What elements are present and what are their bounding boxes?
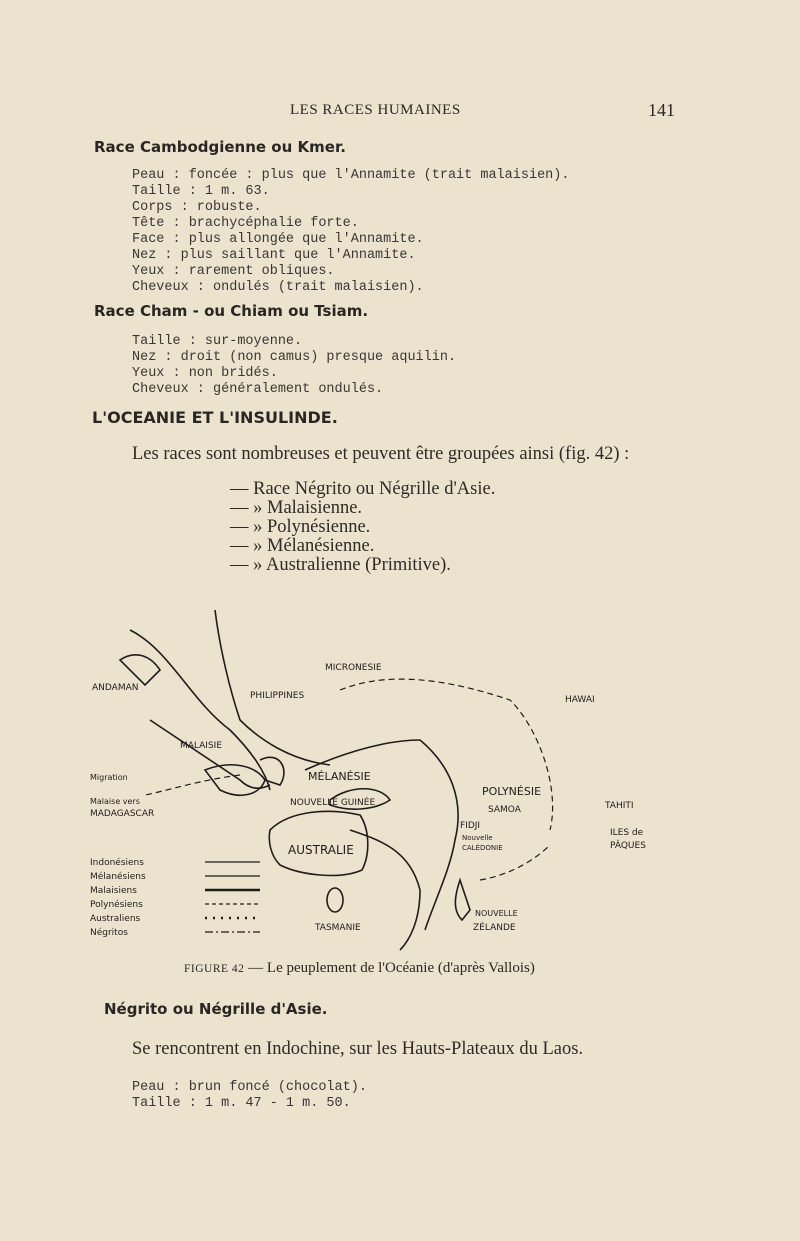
label-iles-1: ILES de: [610, 828, 644, 838]
legend-label: Mélanésiens: [90, 872, 146, 882]
trait-line: Yeux : rarement obliques.: [132, 264, 335, 279]
label-polynesie: POLYNÉSIE: [482, 785, 542, 798]
race-list-item: — Race Négrito ou Négrille d'Asie.: [230, 479, 496, 499]
section-title-cambodgienne: Race Cambodgienne ou Kmer.: [94, 138, 346, 156]
legend-label: Négritos: [90, 928, 128, 938]
legend-label: Indonésiens: [90, 858, 144, 868]
page-number: 141: [648, 100, 675, 120]
running-title: LES RACES HUMAINES: [290, 102, 461, 118]
label-australie: AUSTRALIE: [288, 843, 354, 857]
trait-line: Taille : 1 m. 63.: [132, 184, 270, 199]
oceania-map-figure: [90, 590, 690, 960]
trait-line: Yeux : non bridés.: [132, 366, 278, 381]
section-title-negrito: Négrito ou Négrille d'Asie.: [104, 1000, 328, 1018]
negrito-body: Se rencontrent en Indochine, sur les Hauts-Plateaux du Laos.: [132, 1039, 584, 1059]
legend-label: Polynésiens: [90, 900, 143, 910]
legend-label: Malaisiens: [90, 886, 137, 896]
coastline-china: [215, 610, 330, 765]
polynesia-boundary: [420, 740, 458, 930]
trait-line: Nez : droit (non camus) presque aquilin.: [132, 350, 457, 365]
label-samoa: SAMOA: [488, 805, 521, 815]
coastlines: [120, 610, 470, 950]
legend-label: Australiens: [90, 914, 141, 924]
race-list: [230, 480, 495, 575]
trait-line: Peau : foncée : plus que l'Annamite (trait malaisien).: [132, 168, 570, 183]
label-tasmanie: TASMANIE: [315, 923, 361, 933]
label-philippines: PHILIPPINES: [250, 691, 305, 701]
figure-caption: [184, 960, 535, 977]
trait-line: Tête : brachycéphalie forte.: [132, 216, 359, 231]
label-micronesie: MICRONESIE: [325, 663, 382, 673]
cambodgienne-traits: [132, 168, 569, 296]
coastline-andaman: [120, 655, 160, 685]
trait-line: Face : plus allongée que l'Annamite.: [132, 232, 424, 247]
coastline-borneo: [260, 757, 284, 785]
label-nouvelle-guinee: NOUVELLE GUINÉE: [290, 798, 376, 808]
coastline-tasmania: [327, 888, 343, 912]
label-melanesie: MÉLANÉSIE: [308, 770, 371, 783]
trait-line: Peau : brun foncé (chocolat).: [132, 1080, 367, 1095]
figure-caption-text: — Le peuplement de l'Océanie (d'après Vallois): [248, 960, 535, 976]
race-list-item: — » Malaisienne.: [230, 498, 363, 518]
coastline-indochina: [130, 630, 270, 790]
race-list-item: — » Australienne (Primitive).: [230, 555, 451, 575]
label-caledonie-1: Nouvelle: [462, 834, 493, 842]
map-labels: [90, 663, 646, 933]
label-malaisie: MALAISIE: [180, 741, 223, 751]
melanesia-boundary: [305, 740, 420, 770]
trait-line: Corps : robuste.: [132, 200, 262, 215]
negrito-traits: [132, 1080, 367, 1112]
trait-line: Taille : 1 m. 47 - 1 m. 50.: [132, 1096, 351, 1111]
trait-line: Nez : plus saillant que l'Annamite.: [132, 248, 416, 263]
race-list-item: — » Polynésienne.: [230, 517, 371, 537]
label-migration-1: Migration: [90, 773, 128, 782]
cham-traits: [132, 334, 456, 398]
label-andaman: ANDAMAN: [92, 683, 139, 693]
label-fidji: FIDJI: [460, 821, 481, 831]
coastline-new-zealand: [455, 880, 470, 920]
label-caledonie-2: CALÉDONIE: [462, 844, 503, 852]
map-legend: [90, 857, 260, 938]
label-nouvelle-zelande-2: ZÉLANDE: [473, 923, 516, 933]
label-iles-2: PÂQUES: [610, 841, 646, 851]
coastline-sumatra: [205, 765, 265, 795]
trait-line: Taille : sur-moyenne.: [132, 334, 303, 349]
label-tahiti: TAHITI: [605, 801, 634, 811]
oceanie-intro: Les races sont nombreuses et peuvent être groupées ainsi (fig. 42) :: [132, 444, 630, 464]
figure-caption-label: FIGURE 42: [184, 963, 245, 975]
trait-line: Cheveux : ondulés (trait malaisien).: [132, 280, 424, 295]
trait-line: Cheveux : généralement ondulés.: [132, 382, 384, 397]
label-nouvelle-zelande-1: NOUVELLE: [475, 909, 518, 918]
section-title-oceanie: L'OCEANIE ET L'INSULINDE.: [92, 408, 338, 427]
section-title-cham: Race Cham - ou Chiam ou Tsiam.: [94, 302, 369, 320]
race-list-item: — » Mélanésienne.: [230, 536, 375, 556]
label-hawai: HAWAI: [565, 695, 595, 705]
legend-swatches: [205, 862, 260, 932]
label-madagascar: MADAGASCAR: [90, 809, 155, 819]
label-migration-2: Malaise vers: [90, 797, 140, 806]
